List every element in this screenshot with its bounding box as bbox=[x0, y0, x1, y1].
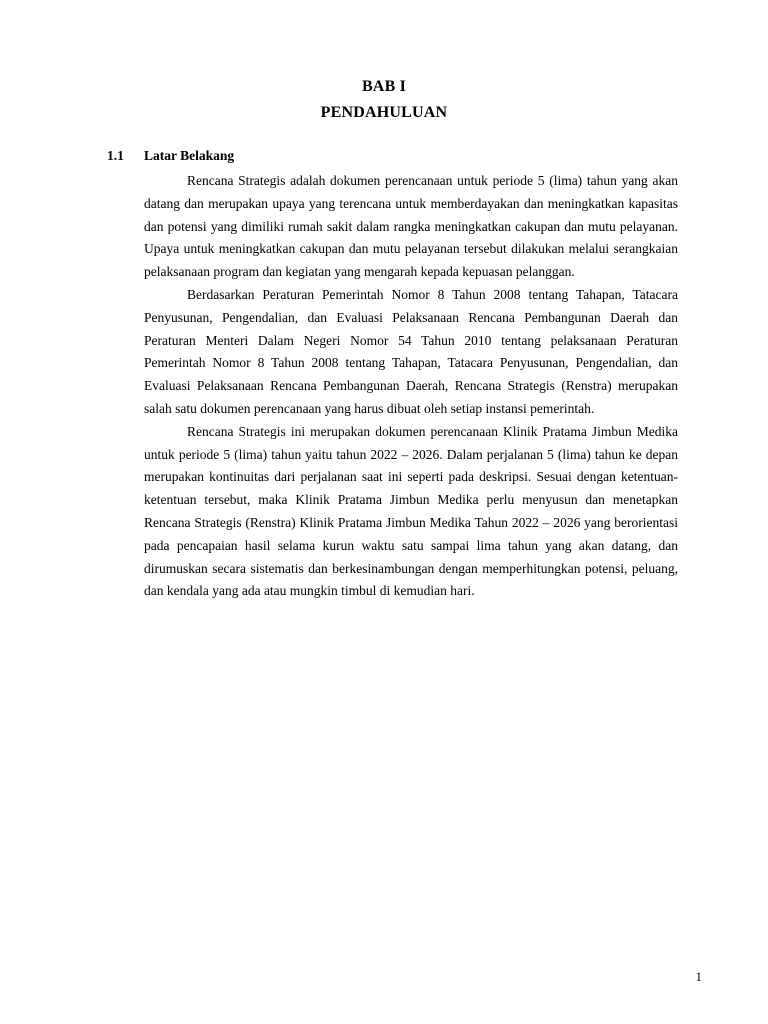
section-title: Latar Belakang bbox=[144, 148, 235, 163]
body-text bbox=[144, 170, 678, 603]
chapter-title: PENDAHULUAN bbox=[320, 104, 448, 121]
section-number: 1.1 bbox=[107, 148, 124, 163]
page-number: 1 bbox=[695, 969, 702, 984]
paragraph-1: Rencana Strategis adalah dokumen perencanaan untuk periode 5 (lima) tahun yang akan datang dan merupakan upaya yang terencana untuk memberdayakan dan meningkatkan kapasitas dan potensi yang dimiliki rumah sakit dalam rangka meningkatkan cakupan dan mutu pelayanan. Upaya untuk meningkatkan cakupan dan mutu pelayanan tersebut dilakukan melalui serangkaian pelaksanaan program dan kegiatan yang mengarah kepada kepuasan pelanggan. bbox=[144, 173, 678, 280]
section-heading bbox=[107, 148, 234, 164]
paragraph-3: Rencana Strategis ini merupakan dokumen perencanaan Klinik Pratama Jimbun Medika untuk periode 5 (lima) tahun yaitu tahun 2022 – 2026. Dalam perjalanan 5 (lima) tahun ke depan merupakan kontinuitas dari perjalanan saat ini seperti pada deskripsi. Sesuai dengan ketentuan-ketentuan tersebut, maka Klinik Pratama Jimbun Medika perlu menyusun dan menetapkan Rencana Strategis (Renstra) Klinik Pratama Jimbun Medika Tahun 2022 – 2026 yang berorientasi pada pencapaian hasil selama kurun waktu satu sampai lima tahun yang akan datang, dan dirumuskan secara sistematis dan berkesinambungan dengan memperhitungkan potensi, peluang, dan kendala yang ada atau mungkin timbul di kemudian hari. bbox=[144, 423, 678, 599]
paragraph-2: Berdasarkan Peraturan Pemerintah Nomor 8 Tahun 2008 tentang Tahapan, Tatacara Penyusunan, Pengendalian, dan Evaluasi Pelaksanaan Rencana Pembangunan Daerah dan Peraturan Menteri Dalam Negeri Nomor 54 Tahun 2010 tentang pelaksanaan Peraturan Pemerintah Nomor 8 Tahun 2008 tentang Tahapan, Tatacara Penyusunan, Pengendalian, dan Evaluasi Pelaksanaan Rencana Pembangunan Daerah, Rencana Strategis (Renstra) merupakan salah satu dokumen perencanaan yang harus dibuat oleh setiap instansi pemerintah. bbox=[144, 286, 678, 416]
chapter-number: BAB I bbox=[361, 78, 407, 95]
